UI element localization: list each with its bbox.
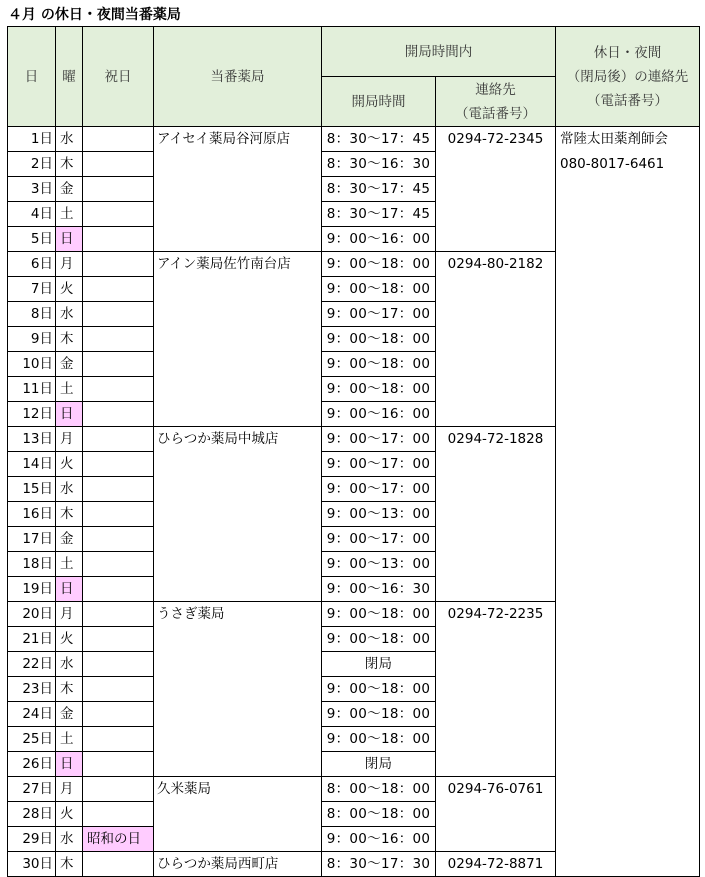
hours-cell: 9：00～18：00 xyxy=(322,627,436,652)
holiday-cell xyxy=(83,402,154,427)
holiday-cell xyxy=(83,502,154,527)
hours-cell: 9：00～17：00 xyxy=(322,452,436,477)
day-cell: 21日 xyxy=(8,627,56,652)
header-after-line3: （電話番号） xyxy=(587,92,668,109)
hours-cell: 8：00～18：00 xyxy=(322,802,436,827)
day-cell: 22日 xyxy=(8,652,56,677)
holiday-cell xyxy=(83,577,154,602)
holiday-cell xyxy=(83,427,154,452)
header-contact-line1: 連絡先 xyxy=(475,81,516,98)
hours-cell: 9：00～17：00 xyxy=(322,302,436,327)
pharmacy-phone-cell: 0294-72-1828 xyxy=(436,427,556,602)
hours-cell: 9：00～16：00 xyxy=(322,402,436,427)
header-after-line1: 休日・夜間 xyxy=(593,44,662,61)
holiday-cell xyxy=(83,302,154,327)
weekday-cell: 月 xyxy=(56,427,83,452)
hours-cell: 9：00～17：00 xyxy=(322,527,436,552)
day-cell: 20日 xyxy=(8,602,56,627)
day-cell: 5日 xyxy=(8,227,56,252)
weekday-cell: 日 xyxy=(56,402,83,427)
hours-cell: 9：00～18：00 xyxy=(322,327,436,352)
page-title: ４月 の休日・夜間当番薬局 xyxy=(8,7,181,23)
hours-cell: 閉局 xyxy=(322,752,436,777)
header-pharmacy: 当番薬局 xyxy=(154,27,322,127)
day-cell: 4日 xyxy=(8,202,56,227)
weekday-cell: 木 xyxy=(56,502,83,527)
holiday-cell xyxy=(83,202,154,227)
weekday-cell: 日 xyxy=(56,577,83,602)
weekday-cell: 火 xyxy=(56,802,83,827)
holiday-cell xyxy=(83,352,154,377)
hours-cell: 8：00～18：00 xyxy=(322,777,436,802)
day-cell: 7日 xyxy=(8,277,56,302)
header-contact-line2: （電話番号） xyxy=(455,105,536,122)
holiday-cell: 昭和の日 xyxy=(83,827,154,852)
holiday-cell xyxy=(83,727,154,752)
weekday-cell: 火 xyxy=(56,627,83,652)
day-cell: 11日 xyxy=(8,377,56,402)
header-hours-group: 開局時間内 xyxy=(322,27,556,77)
weekday-cell: 金 xyxy=(56,352,83,377)
weekday-cell: 木 xyxy=(56,327,83,352)
header-after-hours xyxy=(556,27,700,127)
weekday-cell: 月 xyxy=(56,602,83,627)
pharmacy-name-cell: ひらつか薬局中城店 xyxy=(154,427,322,602)
day-cell: 9日 xyxy=(8,327,56,352)
day-cell: 17日 xyxy=(8,527,56,552)
holiday-cell xyxy=(83,252,154,277)
day-cell: 27日 xyxy=(8,777,56,802)
hours-cell: 9：00～16：00 xyxy=(322,827,436,852)
pharmacy-phone-cell: 0294-80-2182 xyxy=(436,252,556,427)
weekday-cell: 月 xyxy=(56,777,83,802)
weekday-cell: 水 xyxy=(56,302,83,327)
weekday-cell: 土 xyxy=(56,552,83,577)
weekday-cell: 水 xyxy=(56,127,83,152)
header-contact xyxy=(436,77,556,127)
header-holiday: 祝日 xyxy=(83,27,154,127)
holiday-cell xyxy=(83,677,154,702)
holiday-cell xyxy=(83,127,154,152)
duty-pharmacy-table xyxy=(7,26,700,877)
hours-cell: 9：00～13：00 xyxy=(322,552,436,577)
day-cell: 28日 xyxy=(8,802,56,827)
table-row xyxy=(8,127,700,152)
weekday-cell: 金 xyxy=(56,177,83,202)
holiday-cell xyxy=(83,652,154,677)
day-cell: 16日 xyxy=(8,502,56,527)
header-after-line2: （閉局後）の連絡先 xyxy=(566,68,689,85)
weekday-cell: 火 xyxy=(56,452,83,477)
after-hours-phone: 080-8017-6461 xyxy=(560,156,665,172)
day-cell: 25日 xyxy=(8,727,56,752)
holiday-cell xyxy=(83,852,154,877)
hours-cell: 9：00～18：00 xyxy=(322,277,436,302)
holiday-cell xyxy=(83,752,154,777)
hours-cell: 9：00～18：00 xyxy=(322,727,436,752)
holiday-cell xyxy=(83,327,154,352)
weekday-cell: 金 xyxy=(56,702,83,727)
day-cell: 6日 xyxy=(8,252,56,277)
weekday-cell: 日 xyxy=(56,752,83,777)
holiday-cell xyxy=(83,777,154,802)
day-cell: 1日 xyxy=(8,127,56,152)
header-hours: 開局時間 xyxy=(322,77,436,127)
holiday-cell xyxy=(83,552,154,577)
weekday-cell: 木 xyxy=(56,677,83,702)
pharmacy-phone-cell: 0294-76-0761 xyxy=(436,777,556,852)
day-cell: 3日 xyxy=(8,177,56,202)
after-hours-name: 常陸太田薬剤師会 xyxy=(560,131,668,147)
hours-cell: 9：00～18：00 xyxy=(322,377,436,402)
weekday-cell: 水 xyxy=(56,477,83,502)
pharmacy-name-cell: アイン薬局佐竹南台店 xyxy=(154,252,322,427)
hours-cell: 9：00～17：00 xyxy=(322,477,436,502)
day-cell: 10日 xyxy=(8,352,56,377)
hours-cell: 8：30～17：45 xyxy=(322,202,436,227)
weekday-cell: 土 xyxy=(56,727,83,752)
hours-cell: 9：00～18：00 xyxy=(322,352,436,377)
holiday-cell xyxy=(83,477,154,502)
pharmacy-name-cell: アイセイ薬局谷河原店 xyxy=(154,127,322,252)
day-cell: 24日 xyxy=(8,702,56,727)
holiday-cell xyxy=(83,802,154,827)
day-cell: 26日 xyxy=(8,752,56,777)
holiday-cell xyxy=(83,602,154,627)
hours-cell: 9：00～16：00 xyxy=(322,227,436,252)
day-cell: 29日 xyxy=(8,827,56,852)
hours-cell: 8：30～16：30 xyxy=(322,152,436,177)
holiday-cell xyxy=(83,377,154,402)
holiday-cell xyxy=(83,227,154,252)
weekday-cell: 日 xyxy=(56,227,83,252)
hours-cell: 9：00～18：00 xyxy=(322,702,436,727)
weekday-cell: 木 xyxy=(56,152,83,177)
day-cell: 8日 xyxy=(8,302,56,327)
holiday-cell xyxy=(83,152,154,177)
table-body xyxy=(8,127,700,877)
weekday-cell: 木 xyxy=(56,852,83,877)
day-cell: 30日 xyxy=(8,852,56,877)
holiday-cell xyxy=(83,452,154,477)
hours-cell: 9：00～17：00 xyxy=(322,427,436,452)
day-cell: 15日 xyxy=(8,477,56,502)
hours-cell: 9：00～18：00 xyxy=(322,677,436,702)
hours-cell: 8：30～17：45 xyxy=(322,177,436,202)
day-cell: 19日 xyxy=(8,577,56,602)
day-cell: 12日 xyxy=(8,402,56,427)
day-cell: 14日 xyxy=(8,452,56,477)
hours-cell: 9：00～18：00 xyxy=(322,602,436,627)
pharmacy-phone-cell: 0294-72-8871 xyxy=(436,852,556,877)
day-cell: 18日 xyxy=(8,552,56,577)
holiday-cell xyxy=(83,177,154,202)
hours-cell: 閉局 xyxy=(322,652,436,677)
hours-cell: 8：30～17：30 xyxy=(322,852,436,877)
hours-cell: 9：00～13：00 xyxy=(322,502,436,527)
weekday-cell: 月 xyxy=(56,252,83,277)
weekday-cell: 土 xyxy=(56,202,83,227)
holiday-cell xyxy=(83,277,154,302)
weekday-cell: 水 xyxy=(56,652,83,677)
holiday-cell xyxy=(83,702,154,727)
holiday-cell xyxy=(83,527,154,552)
day-cell: 13日 xyxy=(8,427,56,452)
hours-cell: 9：00～18：00 xyxy=(322,252,436,277)
pharmacy-phone-cell: 0294-72-2235 xyxy=(436,602,556,777)
weekday-cell: 水 xyxy=(56,827,83,852)
hours-cell: 8：30～17：45 xyxy=(322,127,436,152)
pharmacy-name-cell: 久米薬局 xyxy=(154,777,322,852)
weekday-cell: 土 xyxy=(56,377,83,402)
header-weekday: 曜 xyxy=(56,27,83,127)
day-cell: 23日 xyxy=(8,677,56,702)
hours-cell: 9：00～16：30 xyxy=(322,577,436,602)
weekday-cell: 火 xyxy=(56,277,83,302)
pharmacy-name-cell: うさぎ薬局 xyxy=(154,602,322,777)
after-hours-contact-cell xyxy=(556,127,700,877)
header-day: 日 xyxy=(8,27,56,127)
pharmacy-name-cell: ひらつか薬局西町店 xyxy=(154,852,322,877)
holiday-cell xyxy=(83,627,154,652)
weekday-cell: 金 xyxy=(56,527,83,552)
table-header xyxy=(8,27,700,127)
day-cell: 2日 xyxy=(8,152,56,177)
pharmacy-phone-cell: 0294-72-2345 xyxy=(436,127,556,252)
